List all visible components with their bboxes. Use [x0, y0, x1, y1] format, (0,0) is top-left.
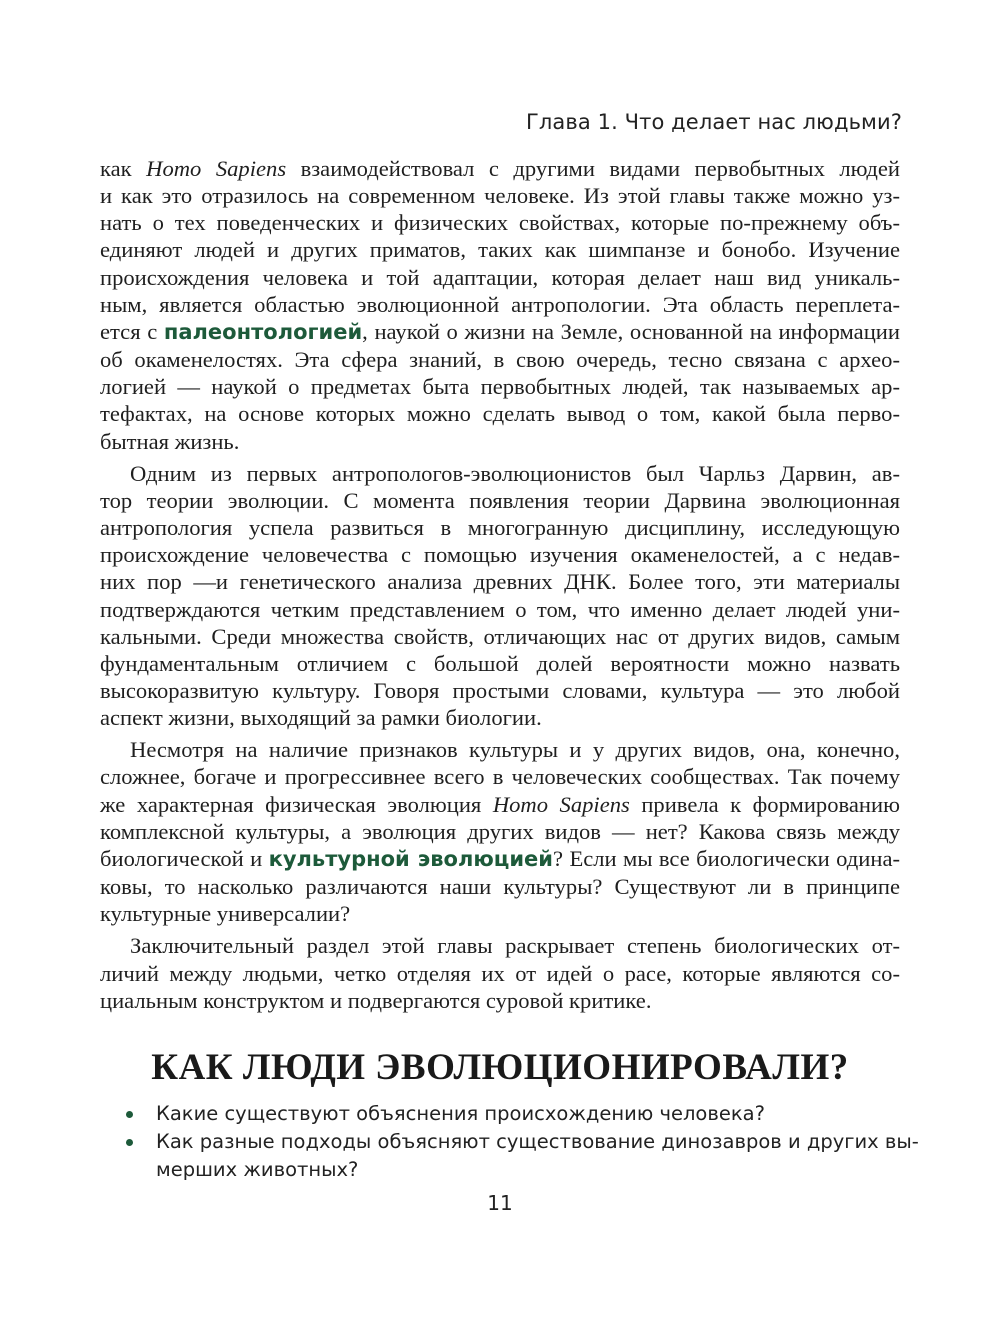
paragraph-2-line: них пор —и генетического анализа древних ДНК. Более того, эти материалы — [100, 569, 900, 595]
list-item — [126, 1100, 906, 1128]
bullet-icon — [126, 1139, 133, 1146]
paragraph-2-line: происхождение человечества с помощью изучения окаменелостей, а с недав- — [100, 542, 900, 568]
paragraph-1-line: нать о тех поведенческих и физических свойствах, которые по-прежнему объ- — [100, 210, 900, 236]
page-number: 11 — [487, 1191, 513, 1215]
bullet-text: мерших животных? — [156, 1158, 359, 1181]
paragraph-1-line: происхождения человека и той адаптации, которая делает наш вид уникаль- — [100, 264, 900, 290]
paragraph-4-line: личий между людьми, четко отделяя их от идей о расе, которые являются со- — [100, 960, 900, 986]
paragraph-2-line: антропология успела развиться в многогранную дисциплину, исследующую — [100, 515, 900, 541]
body-text — [100, 155, 900, 1014]
glossary-term-cultural-evolution: культурной эволюцией — [268, 846, 554, 871]
paragraph-2-line: аспект жизни, выходящий за рамки биологии. — [100, 705, 542, 731]
paragraph-2-line: тор теории эволюции. С момента появления теории Дарвина эволюционная — [100, 487, 900, 513]
paragraph-1-line: ется с палеонтологией, наукой о жизни на Земле, основанной на информации — [100, 318, 900, 344]
section-heading: КАК ЛЮДИ ЭВОЛЮЦИОНИРОВАЛИ? — [151, 1047, 849, 1088]
paragraph-3-line: биологической и культурной эволюцией? Если мы все биологически одина- — [100, 845, 900, 871]
paragraph-1-line: единяют людей и других приматов, таких как шимпанзе и бонобо. Изучение — [100, 237, 900, 263]
list-item — [126, 1128, 919, 1184]
species-name: Homo Sapiens — [146, 156, 287, 181]
paragraph-3-line: ковы, то насколько различаются наши культуры? Существуют ли в принципе — [100, 874, 900, 900]
paragraph-1-line: логией — наукой о предметах быта первобытных людей, так называемых ар- — [100, 374, 900, 400]
paragraph-3-line: Несмотря на наличие признаков культуры и у других видов, она, конечно, — [130, 737, 900, 763]
paragraph-3-line: комплексной культуры, а эволюция других видов — нет? Какова связь между — [100, 818, 900, 844]
paragraph-3-line: сложнее, богаче и прогрессивнее всего в человеческих сообществах. Так почему — [100, 764, 900, 790]
paragraph-2-line: Одним из первых антропологов-эволюционистов был Чарльз Дарвин, ав- — [130, 460, 900, 486]
paragraph-1-line: об окаменелостях. Эта сфера знаний, в свою очередь, тесно связана с архео- — [100, 347, 900, 373]
bullet-list — [126, 1100, 919, 1184]
paragraph-2-line: подтверждаются четким представлением о том, что именно делает людей уни- — [100, 596, 900, 622]
paragraph-4-line: циальным конструктом и подвергаются суровой критике. — [100, 987, 652, 1013]
species-name: Homo Sapiens — [492, 791, 630, 817]
paragraph-3-line: культурные универсалии? — [100, 901, 351, 927]
paragraph-1-line: бытная жизнь. — [100, 428, 240, 454]
paragraph-1-line: тефактах, на основе которых можно сделать вывод о том, какой была перво- — [100, 401, 900, 427]
paragraph-1-line: ным, является областью эволюционной антропологии. Эта область переплета- — [100, 291, 900, 317]
bullet-text: Какие существуют объяснения происхождению человека? — [156, 1102, 765, 1125]
bullet-icon — [126, 1111, 133, 1118]
glossary-term-paleontology: палеонтологией — [163, 319, 363, 344]
paragraph-2-line: фундаментальным отличием с большой долей вероятности можно назвать — [100, 650, 900, 676]
paragraph-1-line: как Homo Sapiens взаимодействовал с другими видами первобытных людей — [100, 156, 900, 181]
paragraph-2-line: высокоразвитую культуру. Говоря простыми словами, культура — это любой — [100, 677, 900, 703]
paragraph-1-line: и как это отразилось на современном человеке. Из этой главы также можно уз- — [100, 183, 900, 209]
paragraph-4-line: Заключительный раздел этой главы раскрывает степень биологических от- — [130, 933, 900, 959]
bullet-text: Как разные подходы объясняют существование динозавров и других вы- — [156, 1130, 919, 1153]
running-head: Глава 1. Что делает нас людьми? — [526, 110, 902, 134]
paragraph-3-line: же характерная физическая эволюция Homo Sapiens привела к формированию — [100, 791, 900, 817]
paragraph-2-line: кальными. Среди множества свойств, отличающих нас от других видов, самым — [100, 623, 900, 649]
